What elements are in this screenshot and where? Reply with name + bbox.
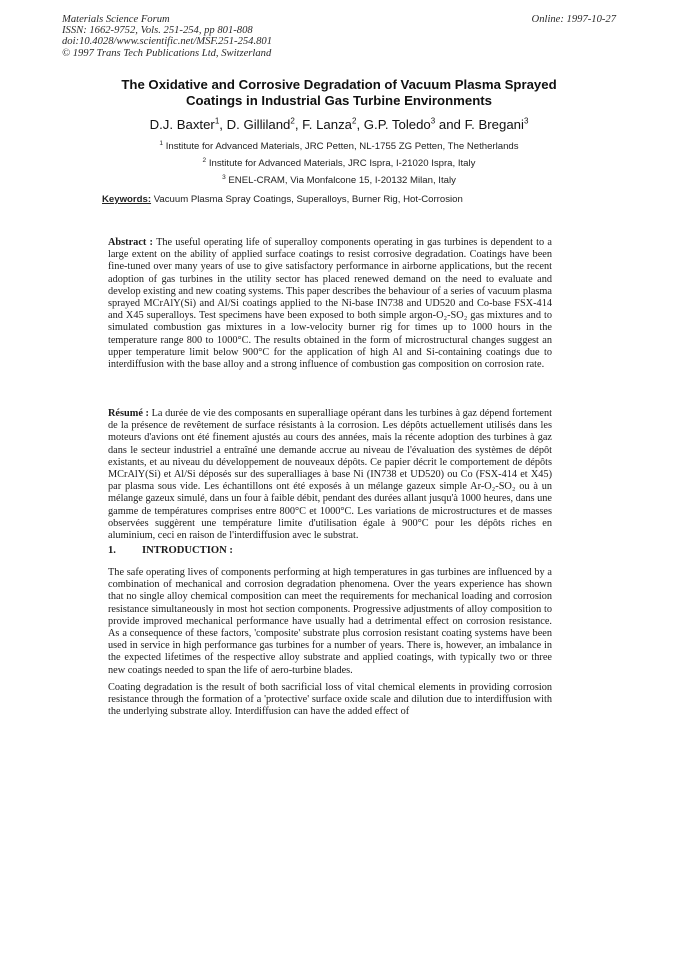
- affiliation: $^1$ Institute for Advanced Materials, JRC Petten, NL-1755 ZG Petten, The Netherlands: [159, 140, 519, 153]
- resume-text: La durée de vie des composants en superalliage opérant dans les turbines à gaz dépend fortement de la présence de revêtement de surface résistants à la corrosion. Les dépôts actuellement utilisés dans les moteurs d'avions ont été finement ajustés au cours des années, mais la récente adoption des turbines à gaz dans le secteur industriel a entraîné une demande accrue au niveau de l'évaluation des systèmes de dépôt existants, et au niveau du développement de nouveaux dépôts. Ce papier décrit le comportement de dépôts MCrAlY(Si) et Al/Si déposés sur des superalliages à base Ni (IN738 et UD520) ou Co (FSX-414 et X45) par plasma sous vide. Les échantillons ont été exposés à un mélange gazeux simple Ar-O₂-SO₂ ou à un mélange gazeux simulé, dans un four à faible débit, pendant des durées allant jusqu'à 1000 heures, dans une gamme de températures comprises entre 800°C et 1000°C. Les variations de microstructures et de masses observées suggèrent une température limite d'utilisation égale à 900°C pour les dépôts riches en aluminium, ceci en raison de l'interdiffusion avec le substrat.: [108, 408, 552, 542]
- doi-line: doi:10.4028/www.scientific.net/MSF.251-254.801: [62, 36, 272, 48]
- copyright-line: © 1997 Trans Tech Publications Ltd, Switzerland: [62, 47, 272, 59]
- abstract-label: Abstract :: [108, 237, 153, 248]
- keywords-label: Keywords:: [102, 194, 152, 205]
- author: F. Lanza$^2$,: [302, 117, 364, 133]
- paper-title: The Oxidative and Corrosive Degradation of Vacuum Plasma Sprayed Coatings in Industrial Gas Turbine Environments: [121, 77, 557, 108]
- section-heading: [108, 545, 233, 556]
- affiliation: $^3$ ENEL-CRAM, Via Monfalcone 15, I-20132 Milan, Italy: [222, 174, 456, 187]
- author-list: [100, 117, 578, 132]
- author: F. Bregani$^3$: [464, 117, 529, 133]
- publication-info: [62, 14, 272, 59]
- keywords-line: [102, 194, 463, 205]
- section-number: 1.: [108, 545, 116, 556]
- keywords-text: Vacuum Plasma Spray Coatings, Superalloys, Burner Rig, Hot-Corrosion: [153, 194, 463, 205]
- author: D.J. Baxter$^1$,: [149, 117, 227, 133]
- author: G.P. Toledo$^3$ and: [363, 117, 465, 133]
- author: D. Gilliland$^2$,: [226, 117, 303, 133]
- online-date: Online: 1997-10-27: [531, 14, 616, 25]
- intro-paragraph-2: Coating degradation is the result of both sacrificial loss of vital chemical elements in providing corrosion resistance through the formation of a 'protective' surface oxide scale and dilution due to interdiffusion with the underlying substrate alloy. Interdiffusion can have the added effect of: [108, 682, 552, 718]
- issn-line: ISSN: 1662-9752, Vols. 251-254, pp 801-808: [62, 25, 253, 37]
- abstract-text: The useful operating life of superalloy components operating in gas turbines is dependent to a large extent on the ability of applied surface coatings to resist corrosive degradation. Coatings have been fine-tuned over many years of use to give satisfactory performance in airborne applications, but the recent adoption of gas turbines in the utility sector has placed renewed demand on the need to evaluate and develop existing and new coating systems. This paper describes the behaviour of a series of vacuum plasma sprayed MCrAlY(Si) and Al/Si coatings applied to the Ni-base IN738 and UD520 and Co-base FSX-414 and X45 superalloys. Test specimens have been exposed to both simple argon-O₂-SO₂ gas mixtures and to simulated combustion gas mixtures in a low-velocity burner rig for times up to 1000 hours in the temperature range 800 to 1000°C. The results obtained in the form of microstructural changes suggest an upper temperature limit below 900°C for the application of high Al and Si-containing coatings due to interdiffusion with the base alloy and a strong influence of combustion gas composition on corrosion rate.: [108, 237, 553, 371]
- resume-paragraph: [108, 408, 552, 542]
- resume-label: Résumé :: [108, 408, 149, 419]
- intro-paragraph-1: The safe operating lives of components performing at high temperatures in gas turbines are influenced by a combination of mechanical and corrosion degradation phenomena. Over the years experience has shown that no single alloy chemical composition can meet the requirements for mechanical loading and corrosion resistance simultaneously in most hot section components. Progressive adjustments of alloy composition to provide improved mechanical performance have usually had a detrimental effect on corrosion resistance. As a consequence of these factors, 'composite' substrate plus corrosion resistant coating systems have been used in service in high performance gas turbines for a number of years. There is, however, an imbalance in the expected lifetimes of the respective alloy substrate and applied coatings, with typically two or three new coatings needed to span the life of aero-turbine blades.: [108, 567, 552, 676]
- abstract-paragraph: [108, 237, 552, 371]
- affiliation: $^2$ Institute for Advanced Materials, JRC Ispra, I-21020 Ispra, Italy: [202, 157, 476, 170]
- journal-name: Materials Science Forum: [62, 14, 170, 25]
- section-title: INTRODUCTION :: [142, 545, 233, 556]
